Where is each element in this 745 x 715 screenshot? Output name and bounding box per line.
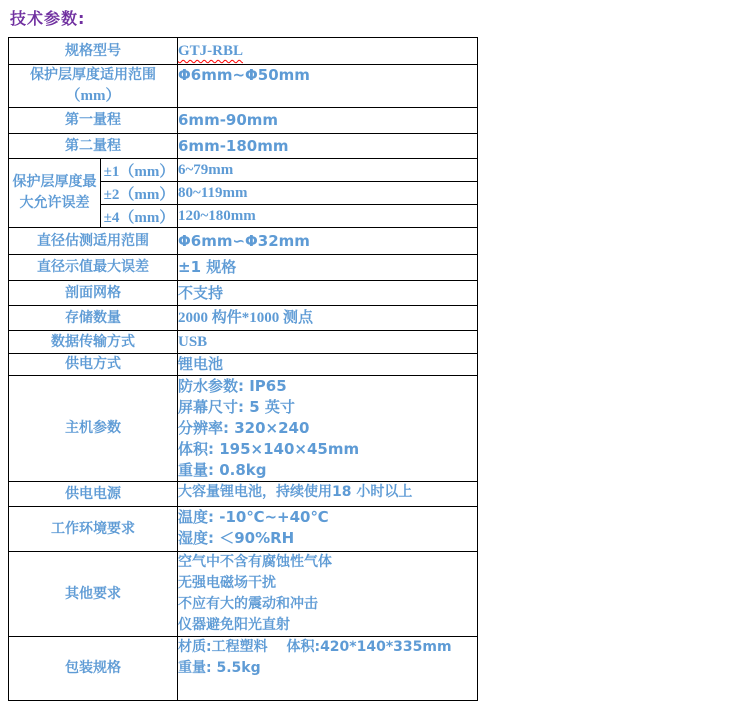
spec-value: 6mm-180mm — [178, 134, 478, 159]
table-row — [9, 376, 478, 482]
spec-value — [178, 637, 478, 701]
spec-label — [9, 65, 178, 108]
spec-label: 直径示值最大误差 — [9, 255, 178, 281]
table-row — [9, 354, 478, 376]
spec-value: 6mm-90mm — [178, 108, 478, 134]
spec-group-label: 保护层厚度最大允许误差 — [9, 159, 101, 228]
spec-value — [178, 159, 478, 182]
spec-sublabel: ±4（mm） — [101, 205, 178, 228]
spec-value: 锂电池 — [178, 354, 478, 376]
spec-table — [8, 37, 478, 701]
table-row — [9, 507, 478, 552]
value-line: 不应有大的震动和冲击 — [178, 596, 318, 612]
transfer-value: USB — [178, 334, 208, 350]
spec-value — [178, 38, 478, 65]
range-value: 80~119mm — [178, 185, 248, 201]
value-line: 体积: 195×140×45mm — [178, 440, 360, 458]
table-row — [9, 331, 478, 354]
range-value: 120~180mm — [178, 208, 256, 224]
spec-value: ±1 规格 — [178, 255, 478, 281]
value-line: 防水参数: IP65 — [178, 377, 287, 395]
table-row — [9, 38, 478, 65]
table-row — [9, 255, 478, 281]
spec-label: 包装规格 — [9, 637, 178, 701]
value-line: 材质:工程塑料 体积:420*140*335mm — [178, 639, 452, 655]
spec-label: 第一量程 — [9, 108, 178, 134]
value-line: 无强电磁场干扰 — [178, 575, 276, 591]
spec-value — [178, 331, 478, 354]
value-line: 空气中不含有腐蚀性气体 — [178, 554, 332, 570]
spec-label: 工作环境要求 — [9, 507, 178, 552]
spec-sublabel: ±2（mm） — [101, 182, 178, 205]
spec-label: 主机参数 — [9, 376, 178, 482]
storage-value: 2000 构件*1000 测点 — [178, 310, 314, 326]
spec-value: Φ6mm~Φ50mm — [178, 65, 478, 108]
table-row — [9, 552, 478, 637]
table-row — [9, 134, 478, 159]
spec-value: 不支持 — [178, 281, 478, 306]
value-line: 湿度: ＜90%RH — [178, 529, 295, 547]
spec-label: 规格型号 — [9, 38, 178, 65]
table-row — [9, 228, 478, 255]
range-value: 6~79mm — [178, 162, 234, 178]
spec-label: 第二量程 — [9, 134, 178, 159]
spec-label: 其他要求 — [9, 552, 178, 637]
spec-sublabel: ±1（mm） — [101, 159, 178, 182]
spec-label: 供电电源 — [9, 482, 178, 507]
table-row — [9, 108, 478, 134]
spec-value — [178, 507, 478, 552]
spec-value: 大容量锂电池，持续使用18 小时以上 — [178, 482, 478, 507]
value-line: 分辨率: 320×240 — [178, 419, 310, 437]
value-line: 仪器避免阳光直射 — [178, 617, 290, 633]
spec-value: Φ6mm∽Φ32mm — [178, 228, 478, 255]
table-row — [9, 159, 478, 182]
spec-label: 剖面网格 — [9, 281, 178, 306]
spec-value — [178, 306, 478, 331]
spec-label: 数据传输方式 — [9, 331, 178, 354]
spec-label: 存储数量 — [9, 306, 178, 331]
spec-label: 直径估测适用范围 — [9, 228, 178, 255]
spec-value — [178, 552, 478, 637]
spec-value — [178, 182, 478, 205]
value-line: 重量: 0.8kg — [178, 461, 267, 479]
spec-value — [178, 376, 478, 482]
spec-label: 供电方式 — [9, 354, 178, 376]
value-line: 重量: 5.5kg — [178, 660, 261, 676]
table-row — [9, 637, 478, 701]
table-row — [9, 281, 478, 306]
table-row — [9, 65, 478, 108]
page-title: 技术参数: — [10, 9, 86, 28]
value-line: 温度: -10℃~+40℃ — [178, 508, 329, 526]
model-value: GTJ-RBL — [178, 43, 244, 59]
table-row — [9, 482, 478, 507]
spec-value — [178, 205, 478, 228]
table-row — [9, 306, 478, 331]
label-line: 保护层厚度适用范围 — [30, 67, 156, 83]
label-line: （mm） — [65, 88, 121, 104]
value-line: 屏幕尺寸: 5 英寸 — [178, 398, 295, 416]
